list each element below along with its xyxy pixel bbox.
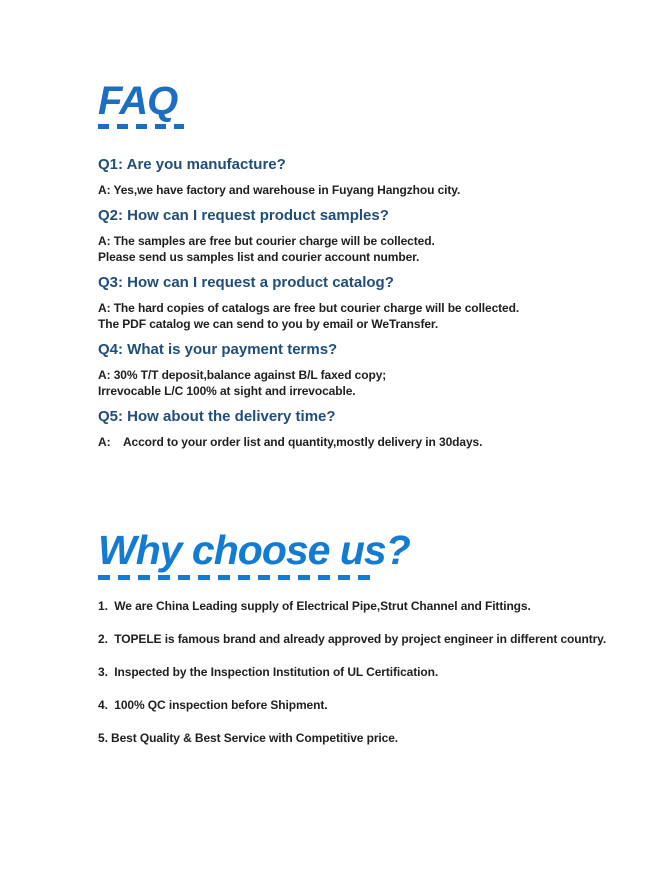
faq-answer-line: A: The hard copies of catalogs are free but courier charge will be collected. — [98, 301, 520, 315]
faq-section-header — [98, 0, 610, 129]
faq-title: FAQ — [98, 79, 178, 123]
faq-answer-line: A: The samples are free but courier charge will be collected. — [98, 234, 435, 248]
why-title-underline — [98, 575, 370, 580]
why-title: Why choose us? — [98, 527, 410, 573]
faq-answer-line: Please send us samples list and courier account number. — [98, 250, 420, 264]
why-list-item: 2. TOPELE is famous brand and already approved by project engineer in different country. — [98, 632, 607, 646]
why-list-item: 4. 100% QC inspection before Shipment. — [98, 698, 328, 712]
faq-answer-line: A: Accord to your order list and quantity,mostly delivery in 30days. — [98, 435, 483, 449]
faq-item-2 — [98, 208, 610, 265]
faq-item-1 — [98, 157, 610, 198]
faq-answer-line: Irrevocable L/C 100% at sight and irrevocable. — [98, 384, 356, 398]
faq-list — [98, 157, 610, 450]
faq-question: Q2: How can I request product samples? — [98, 207, 389, 224]
why-list — [98, 598, 610, 746]
why-list-item: 3. Inspected by the Inspection Institution of UL Certification. — [98, 665, 439, 679]
faq-question: Q4: What is your payment terms? — [98, 341, 338, 358]
why-section-header — [98, 460, 610, 580]
why-list-item: 5. Best Quality & Best Service with Competitive price. — [98, 731, 399, 745]
faq-question: Q3: How can I request a product catalog? — [98, 274, 394, 291]
faq-item-4 — [98, 342, 610, 399]
faq-question: Q1: Are you manufacture? — [98, 156, 286, 173]
faq-title-underline — [98, 124, 184, 129]
faq-question: Q5: How about the delivery time? — [98, 408, 336, 425]
faq-item-5 — [98, 409, 610, 450]
faq-item-3 — [98, 275, 610, 332]
faq-answer-line: The PDF catalog we can send to you by email or WeTransfer. — [98, 317, 439, 331]
why-list-item: 1. We are China Leading supply of Electrical Pipe,Strut Channel and Fittings. — [98, 599, 531, 613]
faq-answer-line: A: 30% T/T deposit,balance against B/L faxed copy; — [98, 368, 387, 382]
faq-answer-line: A: Yes,we have factory and warehouse in Fuyang Hangzhou city. — [98, 183, 461, 197]
